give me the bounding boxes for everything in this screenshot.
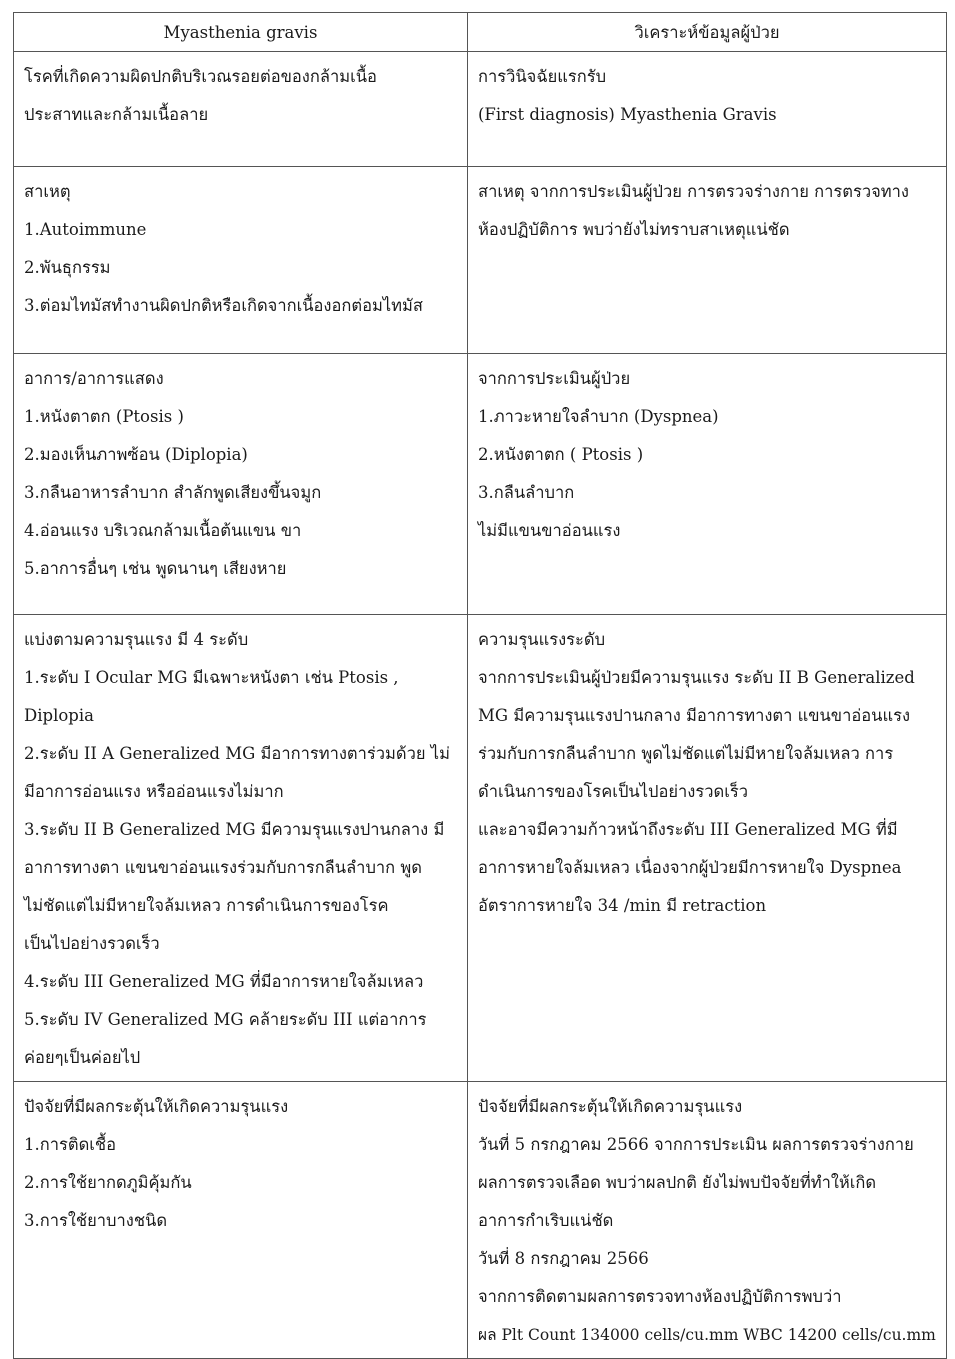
text-line: อาการทางตา แขนขาอ่อนแรงร่วมกับการกลืนลำบาก พูด: [24, 858, 423, 877]
text-line: ความรุนแรงระดับ: [478, 630, 606, 649]
text-line: 1.Autoimmune: [24, 220, 147, 239]
row-severity: [14, 615, 947, 1082]
text-line: 4.ระดับ III Generalized MG ที่มีอาการหายใจล้มเหลว: [24, 972, 424, 991]
cell-patient-aggravating-factors: [468, 1082, 947, 1359]
text-line: 3.กลืนอาหารลำบาก สำลักพูดเสียงขึ้นจมูก: [24, 483, 322, 502]
text-line: มีอาการอ่อนแรง หรืออ่อนแรงไม่มาก: [24, 782, 284, 801]
text-line: 3.ระดับ II B Generalized MG มีความรุนแรงปานกลาง มี: [24, 820, 445, 839]
text-line: 4.อ่อนแรง บริเวณกล้ามเนื้อต้นแขน ขา: [24, 521, 302, 540]
text-line: 1.ระดับ I Ocular MG มีเฉพาะหนังตา เช่น Ptosis ,: [24, 668, 399, 687]
text-line: เป็นไปอย่างรวดเร็ว: [24, 934, 160, 953]
text-line: อาการ/อาการแสดง: [24, 369, 164, 388]
text-line: ผลการตรวจเลือด พบว่าผลปกติ ยังไม่พบปัจจัยที่ทำให้เกิด: [478, 1173, 877, 1192]
text-line: อัตราการหายใจ 34 /min มี retraction: [478, 896, 767, 915]
text-line: (First diagnosis) Myasthenia Gravis: [478, 105, 777, 124]
text-line: 3.การใช้ยาบางชนิด: [24, 1211, 168, 1230]
text-line: สาเหตุ: [24, 182, 71, 201]
text-line: 3.กลืนลำบาก: [478, 483, 575, 502]
text-line: ปัจจัยที่มีผลกระตุ้นให้เกิดความรุนแรง: [24, 1097, 289, 1116]
text-line: ค่อยๆเป็นค่อยไป: [24, 1048, 141, 1067]
cell-severity: [14, 615, 468, 1082]
cell-symptoms: [14, 354, 468, 615]
row-definition: [14, 52, 947, 167]
text-line: ร่วมกับการกลืนลำบาก พูดไม่ชัดแต่ไม่มีหายใจล้มเหลว การ: [478, 744, 894, 763]
text-line: และอาจมีความก้าวหน้าถึงระดับ III Generalized MG ที่มี: [478, 820, 898, 839]
text-line: 1.หนังตาตก (Ptosis ): [24, 407, 184, 426]
cell-patient-severity: [468, 615, 947, 1082]
text-line: ผล Plt Count 134000 cells/cu.mm WBC 14200 cells/cu.mm: [478, 1326, 936, 1344]
cell-cause: [14, 167, 468, 354]
text-line: อาการหายใจล้มเหลว เนื่องจากผู้ป่วยมีการหายใจ Dyspnea: [478, 858, 902, 877]
text-line: 1.การติดเชื้อ: [24, 1135, 117, 1154]
text-line: วันที่ 5 กรกฎาคม 2566 จากการประเมิน ผลการตรวจร่างกาย: [478, 1135, 914, 1154]
text-line: วันที่ 8 กรกฎาคม 2566: [478, 1249, 649, 1268]
row-symptoms: [14, 354, 947, 615]
cell-definition: [14, 52, 468, 167]
cell-patient-cause: [468, 167, 947, 354]
text-line: จากการติดตามผลการตรวจทางห้องปฏิบัติการพบว่า: [478, 1287, 842, 1306]
text-line: จากการประเมินผู้ป่วยมีความรุนแรง ระดับ II B Generalized: [478, 668, 915, 687]
text-line: ไม่มีแขนขาอ่อนแรง: [478, 521, 621, 540]
text-line: 5.ระดับ IV Generalized MG คล้ายระดับ III แต่อาการ: [24, 1010, 427, 1029]
text-line: MG มีความรุนแรงปานกลาง มีอาการทางตา แขนขาอ่อนแรง: [478, 706, 911, 725]
text-line: ไม่ชัดแต่ไม่มีหายใจล้มเหลว การดำเนินการของโรค: [24, 896, 389, 915]
text-line: แบ่งตามความรุนแรง มี 4 ระดับ: [24, 630, 249, 649]
row-cause: [14, 167, 947, 354]
table-header-row: [14, 13, 947, 52]
row-aggravating-factors: [14, 1082, 947, 1359]
analysis-table: [13, 12, 947, 1359]
text-line: การวินิจฉัยแรกรับ: [478, 67, 607, 86]
text-line: ประสาทและกล้ามเนื้อลาย: [24, 105, 209, 124]
text-line: 2.พันธุกรรม: [24, 258, 111, 277]
text-line: ปัจจัยที่มีผลกระตุ้นให้เกิดความรุนแรง: [478, 1097, 743, 1116]
text-line: โรคที่เกิดความผิดปกติบริเวณรอยต่อของกล้ามเนื้อ: [24, 67, 377, 86]
text-line: อาการกำเริบแน่ชัด: [478, 1211, 614, 1230]
text-line: ดำเนินการของโรคเป็นไปอย่างรวดเร็ว: [478, 782, 748, 801]
text-line: สาเหตุ จากการประเมินผู้ป่วย การตรวจร่างกาย การตรวจทาง: [478, 182, 909, 201]
text-line: 3.ต่อมไทมัสทำงานผิดปกติหรือเกิดจากเนื้องอกต่อมไทมัส: [24, 296, 423, 315]
cell-aggravating-factors: [14, 1082, 468, 1359]
cell-first-diagnosis: [468, 52, 947, 167]
text-line: ห้องปฏิบัติการ พบว่ายังไม่ทราบสาเหตุแน่ชัด: [478, 220, 790, 239]
text-line: จากการประเมินผู้ป่วย: [478, 369, 631, 388]
text-line: 2.มองเห็นภาพซ้อน (Diplopia): [24, 445, 248, 464]
text-line: 2.ระดับ II A Generalized MG มีอาการทางตาร่วมด้วย ไม่: [24, 744, 450, 763]
header-patient-analysis: วิเคราะห์ข้อมูลผู้ป่วย: [468, 13, 947, 52]
cell-patient-symptoms: [468, 354, 947, 615]
text-line: Diplopia: [24, 706, 94, 725]
text-line: 2.การใช้ยากดภูมิคุ้มกัน: [24, 1173, 192, 1192]
text-line: 5.อาการอื่นๆ เช่น พูดนานๆ เสียงหาย: [24, 559, 287, 578]
text-line: 2.หนังตาตก ( Ptosis ): [478, 445, 644, 464]
header-disease: Myasthenia gravis: [14, 13, 468, 52]
text-line: 1.ภาวะหายใจลำบาก (Dyspnea): [478, 407, 719, 426]
